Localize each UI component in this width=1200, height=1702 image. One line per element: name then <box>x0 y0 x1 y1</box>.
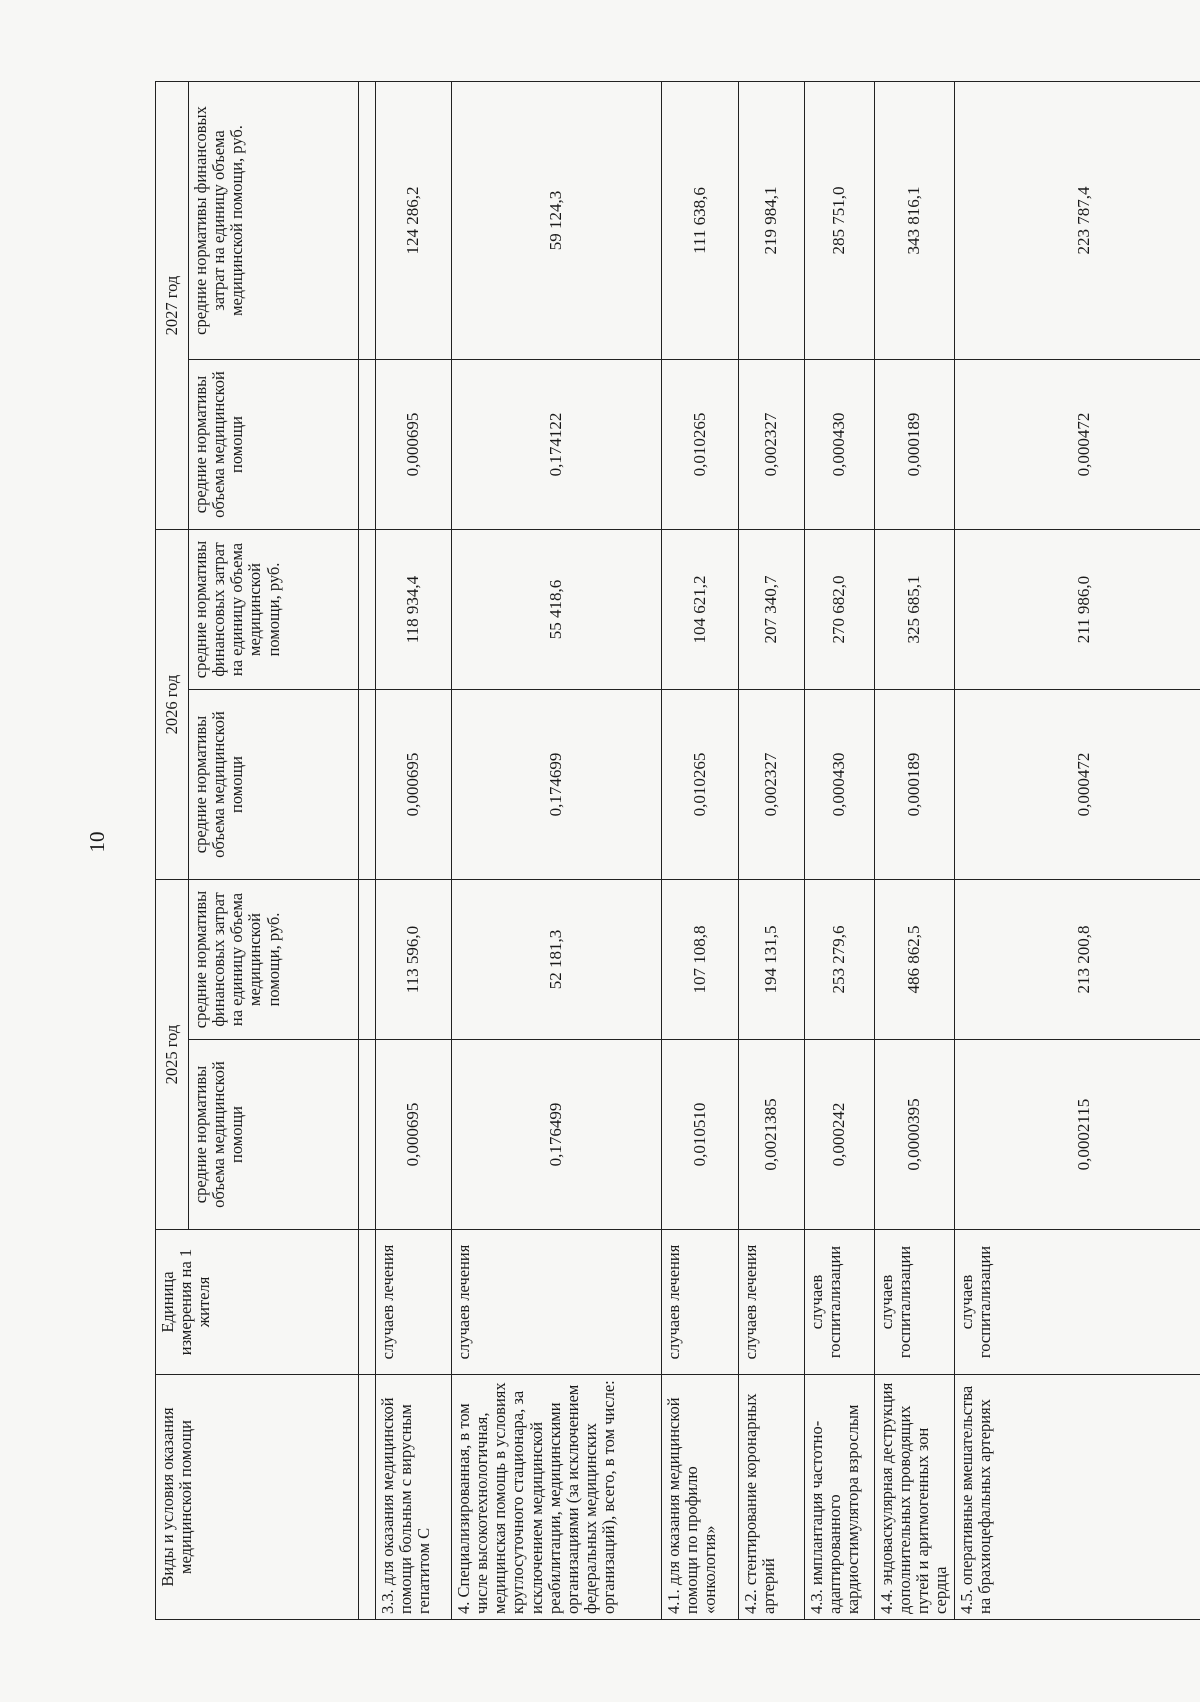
spacer-row <box>359 82 376 1620</box>
header-cost-2027: средние нормативы финансовых затрат на единицу объема медицинской помощи, руб. <box>189 82 359 360</box>
table-row <box>875 82 955 1620</box>
spacer-cell <box>359 1040 376 1230</box>
row-volume-2027: 0,002327 <box>739 360 805 530</box>
header-year-2026: 2026 год <box>156 530 189 880</box>
row-unit: случаев лечения <box>376 1230 452 1375</box>
row-cost-2025: 107 108,8 <box>662 880 739 1040</box>
row-unit: случаев лечения <box>739 1230 805 1375</box>
row-cost-2027: 223 787,4 <box>955 82 1200 360</box>
row-cost-2025: 194 131,5 <box>739 880 805 1040</box>
row-cost-2025: 253 279,6 <box>805 880 875 1040</box>
row-unit: случаев лечения <box>662 1230 739 1375</box>
row-volume-2026: 0,174699 <box>452 690 662 880</box>
row-volume-2026: 0,010265 <box>662 690 739 880</box>
standards-table <box>155 81 1200 1620</box>
row-volume-2025: 0,176499 <box>452 1040 662 1230</box>
row-cost-2026: 207 340,7 <box>739 530 805 690</box>
row-unit: случаев госпитализации <box>875 1230 955 1375</box>
page-number: 10 <box>85 831 109 853</box>
table-row <box>739 82 805 1620</box>
row-unit: случаев госпитализации <box>955 1230 1200 1375</box>
row-cost-2026: 211 986,0 <box>955 530 1200 690</box>
row-cost-2027: 219 984,1 <box>739 82 805 360</box>
row-kind: 3.3. для оказания медицинской помощи больным с вирусным гепатитом С <box>376 1375 452 1620</box>
table-row <box>955 82 1200 1620</box>
row-volume-2026: 0,002327 <box>739 690 805 880</box>
spacer-cell <box>359 360 376 530</box>
header-volume-2025: средние нормативы объема медицинской помощи <box>189 1040 359 1230</box>
row-kind: 4.2. стентирование коронарных артерий <box>739 1375 805 1620</box>
header-year-2025: 2025 год <box>156 880 189 1230</box>
row-cost-2026: 325 685,1 <box>875 530 955 690</box>
row-volume-2027: 0,010265 <box>662 360 739 530</box>
spacer-cell <box>359 880 376 1040</box>
spacer-cell <box>359 1375 376 1620</box>
row-volume-2027: 0,000430 <box>805 360 875 530</box>
row-cost-2027: 59 124,3 <box>452 82 662 360</box>
row-cost-2027: 111 638,6 <box>662 82 739 360</box>
row-volume-2026: 0,000695 <box>376 690 452 880</box>
spacer-cell <box>359 1230 376 1375</box>
table-row <box>376 82 452 1620</box>
row-volume-2027: 0,174122 <box>452 360 662 530</box>
header-volume-2026: средние нормативы объема медицинской помощи <box>189 690 359 880</box>
row-cost-2027: 343 816,1 <box>875 82 955 360</box>
row-kind: 4.5. оперативные вмешательства на брахиоцефальных артериях <box>955 1375 1200 1620</box>
row-cost-2025: 52 181,3 <box>452 880 662 1040</box>
row-kind: 4.1. для оказания медицинской помощи по профилю «онкология» <box>662 1375 739 1620</box>
header-unit: Единица измерения на 1 жителя <box>156 1230 359 1375</box>
row-kind: 4. Специализированная, в том числе высокотехнологичная, медицинская помощь в условиях круглосуточного стационара, за исключением медицинской реабилитации, медицинскими организациями (за исключением федеральных медицинских организаций), всего, в том числе: <box>452 1375 662 1620</box>
spacer-cell <box>359 530 376 690</box>
row-volume-2025: 0,000695 <box>376 1040 452 1230</box>
row-volume-2026: 0,000430 <box>805 690 875 880</box>
spacer-cell <box>359 82 376 360</box>
header-cost-2026: средние нормативы финансовых затрат на единицу объема медицинской помощи, руб. <box>189 530 359 690</box>
spacer-cell <box>359 690 376 880</box>
header-cost-2025: средние нормативы финансовых затрат на единицу объема медицинской помощи, руб. <box>189 880 359 1040</box>
row-volume-2025: 0,0002115 <box>955 1040 1200 1230</box>
row-volume-2025: 0,000242 <box>805 1040 875 1230</box>
row-unit: случаев госпитализации <box>805 1230 875 1375</box>
row-kind: 4.3. имплантация частотно-адаптированного кардиостимулятора взрослым <box>805 1375 875 1620</box>
row-volume-2027: 0,000472 <box>955 360 1200 530</box>
row-volume-2025: 0,0000395 <box>875 1040 955 1230</box>
row-volume-2027: 0,000189 <box>875 360 955 530</box>
row-volume-2026: 0,000472 <box>955 690 1200 880</box>
row-volume-2026: 0,000189 <box>875 690 955 880</box>
row-cost-2027: 124 286,2 <box>376 82 452 360</box>
row-cost-2025: 486 862,5 <box>875 880 955 1040</box>
row-volume-2025: 0,010510 <box>662 1040 739 1230</box>
header-year-2027: 2027 год <box>156 82 189 530</box>
row-volume-2025: 0,0021385 <box>739 1040 805 1230</box>
row-cost-2025: 113 596,0 <box>376 880 452 1040</box>
row-cost-2027: 285 751,0 <box>805 82 875 360</box>
row-unit: случаев лечения <box>452 1230 662 1375</box>
row-cost-2025: 213 200,8 <box>955 880 1200 1040</box>
row-cost-2026: 270 682,0 <box>805 530 875 690</box>
header-volume-2027: средние нормативы объема медицинской помощи <box>189 360 359 530</box>
rotated-table-container <box>155 82 1200 1620</box>
row-cost-2026: 104 621,2 <box>662 530 739 690</box>
table-row <box>662 82 739 1620</box>
header-kind: Виды и условия оказания медицинской помощи <box>156 1375 359 1620</box>
table-row <box>805 82 875 1620</box>
row-cost-2026: 118 934,4 <box>376 530 452 690</box>
table-row <box>452 82 662 1620</box>
row-kind: 4.4. эндоваскулярная деструкция дополнительных проводящих путей и аритмогенных зон сердца <box>875 1375 955 1620</box>
row-cost-2026: 55 418,6 <box>452 530 662 690</box>
row-volume-2027: 0,000695 <box>376 360 452 530</box>
